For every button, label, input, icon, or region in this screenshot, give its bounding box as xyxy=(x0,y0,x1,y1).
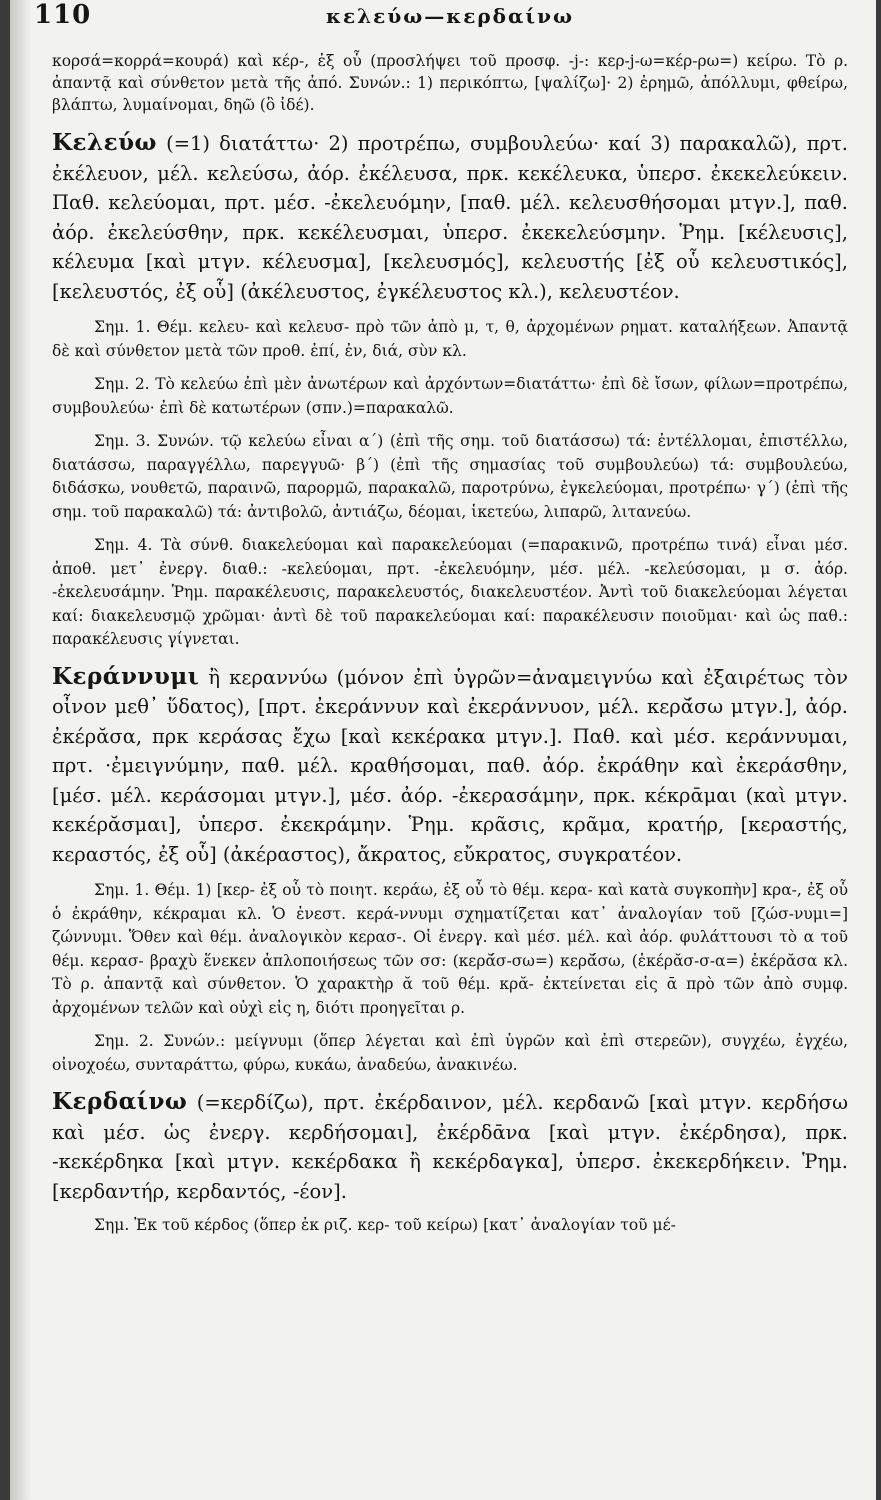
headword-kerannymi: Κεράννυμι xyxy=(52,662,200,690)
dictionary-page xyxy=(10,0,876,1500)
note-kerannymi-1: Σημ. 1. Θέμ. 1) [κερ- ἐξ οὗ τὸ ποιητ. κεράω, ἐξ οὗ τὸ θέμ. κερα- καὶ κατὰ συγκοπὴν] κρα-, ἐξ οὗ ὁ ἐκράθην, κέκραμαι κλ. Ὁ ἐνεστ. κερά-ννυμι σχηματίζεται κατ᾽ ἀναλογίαν τοῦ [ζώσ-νυμι=] ζώννυμι. Ὅθεν καὶ θέμ. ἀναλογικὸν κερασ-. Οἱ ἐνεργ. καὶ μέσ. μέλ. καὶ ἀόρ. φυλάττουσι τὸ α τοῦ θέμ. κερασ- βραχὺ ἕνεκεν ἀπλοποιήσεως τῶν σσ: (κερᾰ́σ-σω=) κερᾰ́σω, (ἐκέρᾰσ-σ-α=) ἐκέρᾰσα κλ. Τὸ ρ. ἀπαντᾷ καὶ σύνθετον. Ὁ χαρακτὴρ ᾰ τοῦ θέμ. κρᾰ- ἐκτείνεται εἰς ᾱ πρὸ τῶν ἀπὸ συμφ. ἀρχομένων τελῶν καὶ οὐχὶ εἰς η, διότι προηγεῖται ρ. xyxy=(52,881,848,1017)
headword-kerdaino: Κερδαίνω xyxy=(52,1088,188,1115)
continued-entry-fragment: κορσά=κορρά=κουρά) καὶ κέρ-, ἐξ οὗ (προσλήψει τοῦ προσφ. -j-: κερ-j-ω=κέρ-ρω=) κείρω. Τὸ ρ. ἀπαντᾷ καὶ σύνθετον μετὰ τῆς ἀπό. Συνών.: 1) περικόπτω, [ψαλίζω]· 2) ἐρημῶ, ἀπόλλυμι, φθείρω, βλάπτω, λυμαίνομαι, δηῶ (ὃ ἰδέ). xyxy=(52,52,848,114)
entry-kerannymi xyxy=(52,662,848,870)
page-number: 110 xyxy=(34,0,92,30)
note-kerannymi-2: Σημ. 2. Συνών.: μείγνυμι (ὅπερ λέγεται καὶ ἐπὶ ὑγρῶν καὶ ἐπὶ στερεῶν), συγχέω, ἐγχέω, οἰνοχοέω, συνταράττω, φύρω, κυκάω, ἀναδεύω, ἀνακινέω. xyxy=(52,1032,848,1074)
entry-kerdaino-body: (=κερδίζω), πρτ. ἐκέρδαινον, μέλ. κερδανῶ [καὶ μτγν. κερδήσω καὶ μέσ. ὡς ἐνεργ. κερδήσομαι], ἐκέρδᾱνα [καὶ μτγν. ἐκέρδησα), πρκ. -κεκέρδηκα [καὶ μτγν. κεκέρδακα ἢ κεκέρδαγκα], ὑπερσ. ἐκεκερδήκειν. Ῥημ. [κερδαντήρ, κερδαντός, -έον]. xyxy=(52,1091,848,1203)
headword-keleuo: Κελεύω xyxy=(52,129,157,156)
entry-keleuo-body: (=1) διατάττω· 2) προτρέπω, συμβουλεύω· καί 3) παρακαλῶ), πρτ. ἐκέλευον, μέλ. κελεύσω, ἀόρ. ἐκέλευσα, πρκ. κεκέλευκα, ὑπερσ. ἐκεκελεύκειν. Παθ. κελεύομαι, πρτ. μέσ. -ἐκελευόμην, [παθ. μέλ. κελευσθήσομαι μτγν.], παθ. ἀόρ. ἐκελεύσθην, πρκ. κεκέλευσμαι, ὑπερσ. ἐκεκελεύσμην. Ῥημ. [κέλευσις], κέλευμα [καὶ μτγν. κέλευσμα], [κελευσμός], κελευστής [ἐξ οὗ κελευστικός], [κελευστός, ἐξ οὗ] (ἀκέλευστος, ἐγκέλευστος κλ.), κελευστέον. xyxy=(52,132,848,303)
note-keleuo-2: Σημ. 2. Τὸ κελεύω ἐπὶ μὲν ἀνωτέρων καὶ ἀρχόντων=διατάττω· ἐπὶ δὲ ἴσων, φίλων=προτρέπω, συμβουλεύω· ἐπὶ δὲ κατωτέρων (σπν.)=παρακαλῶ. xyxy=(52,375,848,417)
entry-kerdaino xyxy=(52,1087,848,1206)
page-header xyxy=(34,0,848,40)
note-keleuo-1: Σημ. 1. Θέμ. κελευ- καὶ κελευσ- πρὸ τῶν ἀπὸ μ, τ, θ, ἀρχομένων ρηματ. καταλήξεων. Ἀπαντᾷ δὲ καὶ σύνθετον μετὰ τῶν προθ. ἐπί, ἐν, διά, σὺν κλ. xyxy=(52,318,848,360)
entry-kerannymi-body: ἢ κεραννύω (μόνον ἐπὶ ὑγρῶν=ἀναμειγνύω καὶ ἐξαιρέτως τὸν οἶνον μεθ᾽ ὕδατος), [πρτ. ἐκεράννυν καὶ ἐκεράννυον, μέλ. κερᾰ́σω μτγν.], ἀόρ. ἐκέρᾰσα, πρκ κεράσας ἔχω [καὶ κεκέρακα μτγν.]. Παθ. καὶ μέσ. κεράννυμαι, πρτ. ·ἐμειγνύμην, παθ. μέλ. κραθήσομαι, παθ. ἀόρ. ἐκράθην καὶ ἐκεράσθην, [μέσ. μέλ. κεράσομαι μτγν.], μέσ. ἀόρ. -ἐκερασάμην, πρκ. κέκρᾱμαι (καὶ μτγν. κεκέρᾰσμαι], ὑπερσ. ἐκεκράμην. Ῥημ. κρᾶσις, κρᾶμα, κρατήρ, [κεραστής, κεραστός, ἐξ οὗ] (ἀκέραστος), ἄκρατος, εὔκρατος, συγκρατέον. xyxy=(52,665,848,866)
note-kerdaino: Σημ. Ἐκ τοῦ κέρδος (ὅπερ ἐκ ριζ. κερ- τοῦ κείρω) [κατ᾽ ἀναλογίαν τοῦ μέ- xyxy=(94,1216,676,1234)
entry-keleuo xyxy=(52,128,848,306)
note-keleuo-4: Σημ. 4. Τὰ σύνθ. διακελεύομαι καὶ παρακελεύομαι (=παρακινῶ, προτρέπω τινά) εἶναι μέσ. ἀποθ. μετ᾽ ἐνεργ. διαθ.: -κελεύομαι, πρτ. -ἐκελευόμην, μέσ. μέλ. -κελεύσομαι, μ σ. ἀόρ. -ἐκελευσάμην. Ῥημ. παρακέλευσις, παρακελευστός, διακελευστέον. Ἀντὶ τοῦ διακελεύομαι λέγεται καί: διακελευσμῷ χρῶμαι· ἀντὶ δὲ τοῦ παρακελεύομαι καί: παρακέλευσιν ποιοῦμαι· καὶ ὡς παθ.: παρακέλευσις γίγνεται. xyxy=(52,536,848,648)
running-title: κελεύω—κερδαίνω xyxy=(325,4,575,28)
note-keleuo-3: Σημ. 3. Συνών. τῷ κελεύω εἶναι α´) (ἐπὶ τῆς σημ. τοῦ διατάσσω) τά: ἐντέλλομαι, ἐπιστέλλω, διατάσσω, παραγγέλλω, παρεγγυῶ· β´) (ἐπὶ τῆς σημασίας τοῦ συμβουλεύω) τά: συμβουλεύω, διδάσκω, νουθετῶ, παραινῶ, παρορμῶ, παρακαλῶ, παροτρύνω, ἐγκελεύομαι, προτρέπω· γ´) (ἐπὶ τῆς σημ. τοῦ παρακαλῶ) τά: ἀντιβολῶ, ἀντιάζω, δέομαι, ἱκετεύω, λιπαρῶ, λιτανεύω. xyxy=(52,432,848,521)
